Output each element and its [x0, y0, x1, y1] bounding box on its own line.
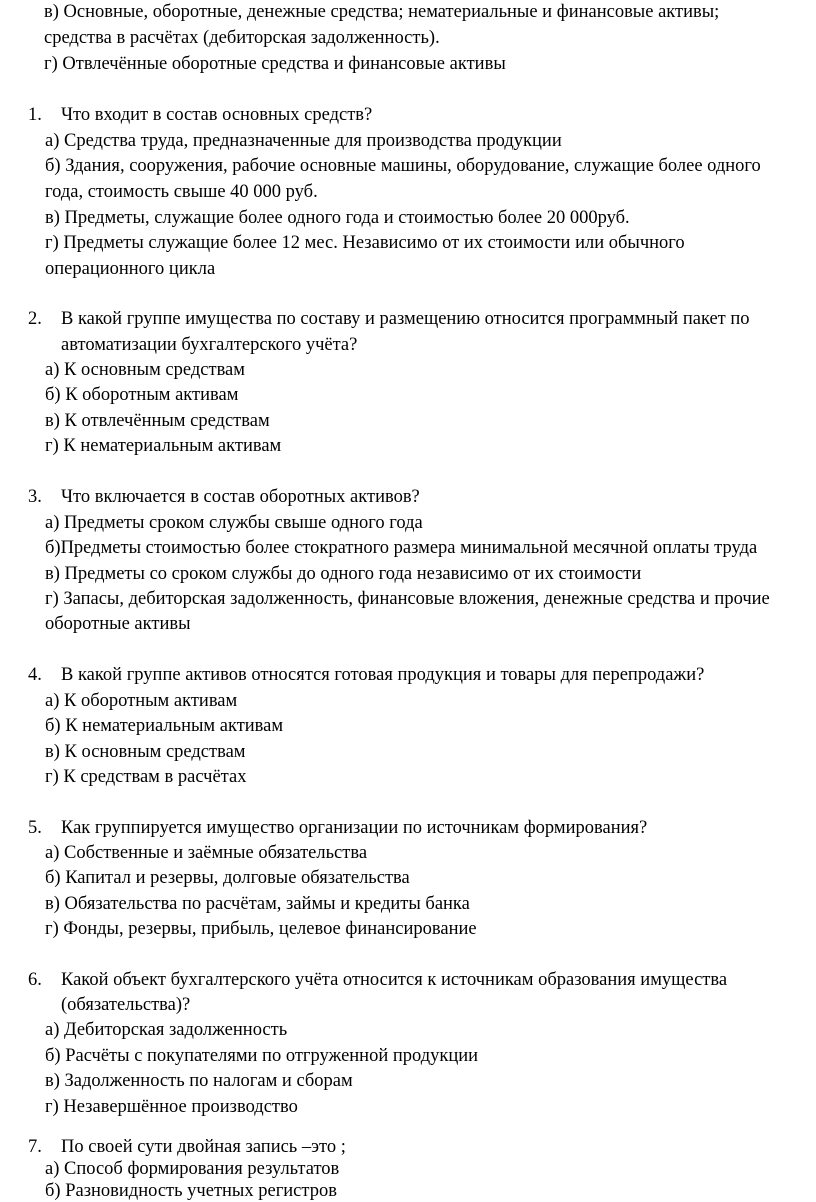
question-3-answer-a: а) Предметы сроком службы свыше одного года	[45, 513, 423, 533]
question-1-answer-b-line2: года, стоимость свыше 40 000 руб.	[45, 182, 318, 202]
question-5-answer-v: в) Обязательства по расчётам, займы и кредиты банка	[45, 894, 470, 914]
question-3-answer-v: в) Предметы со сроком службы до одного года независимо от их стоимости	[45, 564, 642, 584]
question-4-answer-g: г) К средствам в расчётах	[45, 767, 247, 787]
question-5-answer-g: г) Фонды, резервы, прибыль, целевое финансирование	[45, 919, 477, 939]
question-5-answer-a: а) Собственные и заёмные обязательства	[45, 843, 368, 863]
question-2-number: 2.	[28, 309, 42, 329]
question-6-answer-v: в) Задолженность по налогам и сборам	[45, 1071, 353, 1091]
question-6-answer-g: г) Незавершённое производство	[45, 1097, 298, 1117]
question-6-text-line2: (обязательства)?	[61, 995, 191, 1015]
question-7-text: По своей сути двойная запись –это ;	[61, 1137, 346, 1157]
question-1-answer-a: а) Средства труда, предназначенные для производства продукции	[45, 131, 562, 151]
intro-answer-v-line2: средства в расчётах (дебиторская задолженность).	[44, 28, 440, 48]
question-6-text-line1: Какой объект бухгалтерского учёта относится к источникам образования имущества	[61, 970, 728, 990]
question-2-answer-v: в) К отвлечённым средствам	[45, 411, 270, 431]
question-3-answer-b: б)Предметы стоимостью более стократного размера минимальной месячной оплаты труда	[45, 538, 758, 558]
question-1-text: Что входит в состав основных средств?	[61, 105, 373, 125]
question-3-answer-g-line1: г) Запасы, дебиторская задолженность, финансовые вложения, денежные средства и прочие	[45, 589, 770, 609]
question-3-answer-g-line2: оборотные активы	[45, 614, 191, 634]
question-7-answer-b: б) Разновидность учетных регистров	[45, 1181, 337, 1201]
question-7-number: 7.	[28, 1137, 42, 1157]
question-4-answer-v: в) К основным средствам	[45, 742, 246, 762]
question-3-number: 3.	[28, 487, 42, 507]
question-2-answer-g: г) К нематериальным активам	[45, 436, 282, 456]
intro-answer-g: г) Отвлечённые оборотные средства и финансовые активы	[44, 54, 506, 74]
intro-answer-v-line1: в) Основные, оборотные, денежные средства; нематериальные и финансовые активы;	[44, 2, 720, 22]
question-3-text: Что включается в состав оборотных активов?	[61, 487, 420, 507]
question-1-answer-b-line1: б) Здания, сооружения, рабочие основные машины, оборудование, служащие более одного	[45, 156, 761, 176]
question-4-number: 4.	[28, 665, 42, 685]
question-4-text: В какой группе активов относятся готовая продукция и товары для перепродажи?	[61, 665, 705, 685]
question-2-answer-b: б) К оборотным активам	[45, 385, 239, 405]
question-6-answer-a: а) Дебиторская задолженность	[45, 1020, 288, 1040]
question-1-number: 1.	[28, 105, 42, 125]
question-6-number: 6.	[28, 970, 42, 990]
question-4-answer-a: а) К оборотным активам	[45, 691, 238, 711]
question-5-answer-b: б) Капитал и резервы, долговые обязательства	[45, 868, 410, 888]
question-5-number: 5.	[28, 818, 42, 838]
question-5-text: Как группируется имущество организации по источникам формирования?	[61, 818, 648, 838]
question-1-answer-g-line1: г) Предметы служащие более 12 мес. Независимо от их стоимости или обычного	[45, 233, 685, 253]
question-1-answer-g-line2: операционного цикла	[45, 259, 216, 279]
question-6-answer-b: б) Расчёты с покупателями по отгруженной продукции	[45, 1046, 479, 1066]
question-1-answer-v: в) Предметы, служащие более одного года и стоимостью более 20 000руб.	[45, 208, 630, 228]
question-4-answer-b: б) К нематериальным активам	[45, 716, 284, 736]
question-2-text-line2: автоматизации бухгалтерского учёта?	[61, 335, 358, 355]
question-2-text-line1: В какой группе имущества по составу и размещению относится программный пакет по	[61, 309, 750, 329]
question-7-answer-a: а) Способ формирования результатов	[45, 1159, 340, 1179]
question-2-answer-a: а) К основным средствам	[45, 360, 245, 380]
